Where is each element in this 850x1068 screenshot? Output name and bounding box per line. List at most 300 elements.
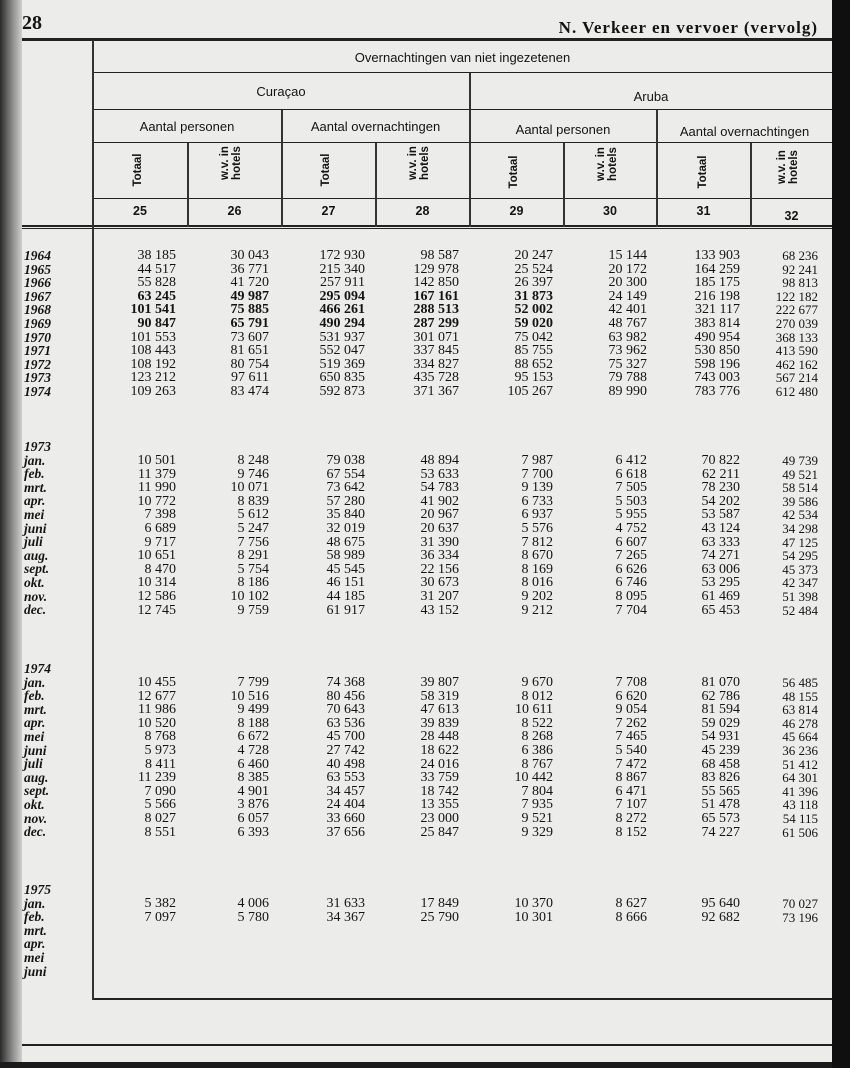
table-cell: 55 565 — [701, 783, 740, 799]
table-cell: 10 370 — [514, 896, 553, 911]
table-cell: 490 294 — [319, 315, 365, 331]
table-cell: 7 704 — [615, 602, 647, 618]
table-cell: 48 894 — [420, 453, 459, 468]
rule-column-header — [93, 198, 832, 199]
table-cell: 46 278 — [782, 715, 818, 731]
table-cell: 63 006 — [701, 561, 740, 577]
column-28-values — [379, 454, 459, 617]
column-32-values — [738, 897, 818, 979]
col32-header-line2: hotels — [788, 150, 800, 184]
table-cell — [473, 965, 553, 979]
table-cell: 39 839 — [420, 715, 459, 731]
table-cell: 7 812 — [521, 534, 553, 550]
table-cell: 164 259 — [694, 261, 740, 277]
table-cell: 56 485 — [782, 675, 818, 690]
table-cell: 337 845 — [413, 343, 459, 359]
table-cell: 38 185 — [137, 248, 176, 263]
table-cell: 42 401 — [608, 302, 647, 318]
row-label: apr. — [24, 715, 46, 731]
running-head: N. Verkeer en vervoer (vervolg) — [558, 18, 818, 37]
table-cell: 11 379 — [138, 466, 176, 482]
table-cell: 167 161 — [413, 288, 459, 304]
table-cell: 9 670 — [521, 675, 553, 690]
col26-header-line2: hotels — [231, 146, 243, 180]
row-label: 1964 — [24, 248, 51, 263]
rule-header-bottom-2 — [22, 228, 832, 229]
table-cell: 95 640 — [701, 896, 740, 911]
table-cell: 108 443 — [130, 343, 176, 359]
table-cell: 531 937 — [319, 329, 365, 345]
row-label: dec. — [24, 602, 47, 618]
table-cell: 109 263 — [130, 383, 176, 399]
table-cell: 6 460 — [237, 756, 269, 772]
row-label: feb. — [24, 688, 45, 704]
column-26-values — [189, 676, 269, 839]
table-cell: 63 333 — [701, 534, 740, 550]
table-cell: 98 587 — [420, 248, 459, 263]
table-cell: 65 791 — [230, 315, 269, 331]
row-label: 1972 — [24, 356, 51, 372]
column-29-values — [473, 454, 553, 617]
table-cell: 8 867 — [615, 770, 647, 786]
table-cell: 10 071 — [230, 480, 269, 496]
table-cell: 5 382 — [144, 896, 176, 911]
table-cell: 54 115 — [782, 810, 818, 826]
table-cell: 61 506 — [782, 824, 818, 840]
table-cell: 8 767 — [521, 756, 553, 772]
table-cell: 8 627 — [615, 896, 647, 911]
table-cell: 45 239 — [701, 742, 740, 758]
table-cell: 7 505 — [615, 480, 647, 496]
table-cell: 10 520 — [137, 715, 176, 731]
col-number-26: 26 — [227, 204, 242, 218]
table-cell: 26 397 — [514, 275, 553, 291]
table-cell: 257 911 — [320, 275, 365, 291]
table-cell: 49 521 — [782, 466, 818, 482]
table-cell: 70 027 — [782, 896, 818, 911]
table-cell: 435 728 — [413, 370, 459, 386]
table-cell: 105 267 — [507, 383, 553, 399]
table-cell: 45 700 — [326, 729, 365, 745]
column-31-values — [660, 676, 740, 839]
table-cell: 34 298 — [782, 520, 818, 536]
table-cell: 51 412 — [782, 756, 818, 772]
table-cell — [660, 951, 740, 965]
row-label: dec. — [24, 824, 47, 840]
table-cell: 123 212 — [130, 370, 176, 386]
row-label: 1966 — [24, 275, 51, 291]
table-cell: 8 666 — [615, 909, 647, 925]
column-30-values — [567, 676, 647, 839]
table-cell: 81 070 — [701, 675, 740, 690]
col-number-25: 25 — [133, 204, 147, 218]
table-cell: 9 329 — [521, 824, 553, 840]
table-cell: 6 620 — [615, 688, 647, 704]
table-cell: 7 987 — [521, 453, 553, 468]
table-cell: 8 095 — [615, 588, 647, 604]
row-label: jan. — [24, 895, 46, 911]
table-cell: 552 047 — [319, 343, 365, 359]
table-cell — [660, 924, 740, 938]
table-cell: 7 265 — [615, 548, 647, 564]
column-31-values — [660, 897, 740, 979]
table-cell: 598 196 — [694, 356, 740, 372]
table-cell: 12 745 — [137, 602, 176, 618]
table-cell: 108 192 — [130, 356, 176, 372]
table-cell: 288 513 — [413, 302, 459, 318]
table-cell: 36 334 — [420, 548, 459, 564]
section-heading: 1974 — [24, 661, 51, 676]
col30-header-line2: hotels — [607, 147, 619, 181]
column-25-values — [96, 676, 176, 839]
table-cell: 7 804 — [521, 783, 553, 799]
table-cell — [567, 938, 647, 952]
table-cell: 65 573 — [701, 810, 740, 826]
col28-header-line2: hotels — [419, 146, 431, 180]
table-cell — [567, 924, 647, 938]
table-cell: 36 771 — [230, 261, 269, 277]
table-cell: 650 835 — [319, 370, 365, 386]
page-edge-shadow — [832, 0, 850, 1068]
col-number-29: 29 — [509, 204, 524, 218]
table-cell: 41 396 — [782, 783, 818, 799]
row-label: 1974 — [24, 383, 51, 399]
row-label: 1967 — [24, 288, 51, 304]
table-cell: 58 319 — [420, 688, 459, 704]
table-cell: 39 807 — [420, 675, 459, 690]
column-28-values — [379, 249, 459, 399]
table-cell: 5 576 — [521, 520, 553, 536]
table-cell: 43 124 — [701, 520, 740, 536]
table-cell: 70 643 — [326, 702, 365, 718]
table-cell: 34 367 — [326, 909, 365, 925]
table-cell: 25 790 — [420, 909, 459, 925]
table-cell — [567, 951, 647, 965]
table-cell: 10 501 — [137, 453, 176, 468]
table-cell: 51 478 — [701, 797, 740, 813]
row-label: 1969 — [24, 315, 51, 331]
table-cell: 30 043 — [230, 248, 269, 263]
table-cell — [189, 951, 269, 965]
row-label: sept. — [24, 561, 50, 577]
table-cell: 89 990 — [608, 383, 647, 399]
table-cell: 28 448 — [420, 729, 459, 745]
table-cell: 215 340 — [319, 261, 365, 277]
table-cell: 10 651 — [137, 548, 176, 564]
row-label: sept. — [24, 783, 50, 799]
table-cell: 45 545 — [326, 561, 365, 577]
table-cell: 20 172 — [608, 261, 647, 277]
table-cell: 31 207 — [420, 588, 459, 604]
table-cell: 35 840 — [326, 507, 365, 523]
table-cell: 85 755 — [514, 343, 553, 359]
row-label: 1970 — [24, 329, 51, 345]
table-cell: 74 271 — [701, 548, 740, 564]
col31-header: Totaal — [697, 155, 709, 189]
stub-labels-years — [24, 249, 84, 399]
table-cell: 11 990 — [138, 480, 176, 496]
table-cell: 63 536 — [326, 715, 365, 731]
table-cell: 22 156 — [420, 561, 459, 577]
table-cell: 13 355 — [420, 797, 459, 813]
table-cell: 64 301 — [782, 770, 818, 786]
col26-header-line1: w.v. in — [219, 146, 231, 180]
table-cell: 7 398 — [144, 507, 176, 523]
table-cell: 81 651 — [230, 343, 269, 359]
table-cell: 67 554 — [326, 466, 365, 482]
table-cell: 73 642 — [326, 480, 365, 496]
column-30-values — [567, 249, 647, 399]
table-cell — [379, 951, 459, 965]
curacao-nights-header: Aantal overnachtingen — [310, 119, 441, 134]
table-cell: 413 590 — [775, 343, 818, 359]
table-cell: 222 677 — [775, 302, 818, 318]
table-cell — [285, 938, 365, 952]
table-cell: 8 670 — [521, 548, 553, 564]
table-cell: 9 202 — [521, 588, 553, 604]
table-cell: 530 850 — [694, 343, 740, 359]
table-cell — [379, 924, 459, 938]
rule-main-header — [93, 72, 832, 73]
row-label: mrt. — [24, 479, 47, 495]
table-cell: 743 003 — [694, 370, 740, 386]
table-cell: 612 480 — [775, 383, 818, 399]
col-number-27: 27 — [321, 204, 336, 218]
row-label: feb. — [24, 909, 45, 925]
table-cell — [285, 965, 365, 979]
table-cell: 98 813 — [782, 275, 818, 291]
column-29-values — [473, 676, 553, 839]
table-cell: 6 937 — [521, 507, 553, 523]
table-cell: 8 027 — [144, 810, 176, 826]
table-cell: 8 248 — [237, 453, 269, 468]
table-cell: 41 902 — [420, 493, 459, 509]
table-cell: 62 211 — [702, 466, 740, 482]
table-cell: 462 162 — [775, 356, 818, 372]
table-cell: 7 090 — [144, 783, 176, 799]
table-cell: 5 540 — [615, 742, 647, 758]
section-heading: 1975 — [24, 882, 51, 897]
table-cell: 6 746 — [615, 575, 647, 591]
row-label: nov. — [24, 810, 48, 826]
table-cell: 92 241 — [782, 261, 818, 277]
table-cell: 8 768 — [144, 729, 176, 745]
row-label: nov. — [24, 588, 48, 604]
table-cell: 32 019 — [326, 520, 365, 536]
rule-country-header — [93, 109, 832, 110]
table-cell: 4 006 — [237, 896, 269, 911]
book-binding — [0, 0, 22, 1062]
table-cell: 8 411 — [145, 756, 176, 772]
table-cell: 9 759 — [237, 602, 269, 618]
table-cell: 49 739 — [782, 453, 818, 468]
table-cell: 63 982 — [608, 329, 647, 345]
table-cell: 101 553 — [130, 329, 176, 345]
table-cell: 8 188 — [237, 715, 269, 731]
table-cell: 57 280 — [326, 493, 365, 509]
table-cell: 53 587 — [701, 507, 740, 523]
table-cell: 172 930 — [319, 248, 365, 263]
col32-header — [776, 139, 800, 195]
column-27-values — [285, 249, 365, 399]
table-cell: 7 700 — [521, 466, 553, 482]
table-cell: 490 954 — [694, 329, 740, 345]
row-label: aug. — [24, 769, 49, 785]
table-cell: 9 054 — [615, 702, 647, 718]
row-label: mrt. — [24, 701, 47, 717]
table-cell: 6 412 — [615, 453, 647, 468]
table-cell: 53 295 — [701, 575, 740, 591]
table-cell: 80 456 — [326, 688, 365, 704]
table-cell: 6 393 — [237, 824, 269, 840]
table-cell: 61 917 — [326, 602, 365, 618]
table-cell: 90 847 — [137, 315, 176, 331]
row-label: jan. — [24, 452, 46, 468]
column-32-values — [738, 249, 818, 399]
table-cell: 54 931 — [701, 729, 740, 745]
table-cell: 10 516 — [230, 688, 269, 704]
table-cell: 783 776 — [694, 383, 740, 399]
table-cell: 567 214 — [775, 370, 818, 386]
table-cell: 25 847 — [420, 824, 459, 840]
table-cell: 10 102 — [230, 588, 269, 604]
row-label: juli — [24, 756, 43, 772]
row-label: aug. — [24, 547, 49, 563]
table-cell: 44 517 — [137, 261, 176, 277]
table-cell: 23 000 — [420, 810, 459, 826]
stub-labels-1973 — [24, 440, 84, 617]
aruba-persons-header: Aantal personen — [515, 122, 611, 137]
table-cell: 52 002 — [514, 302, 553, 318]
table-cell: 46 151 — [326, 575, 365, 591]
table-cell: 5 955 — [615, 507, 647, 523]
table-cell: 42 534 — [782, 507, 818, 523]
table-cell: 8 268 — [521, 729, 553, 745]
table-cell — [285, 951, 365, 965]
table-cell: 383 814 — [694, 315, 740, 331]
table-cell: 45 373 — [782, 561, 818, 577]
row-label: 1973 — [24, 370, 51, 386]
column-31-values — [660, 454, 740, 617]
table-cell: 52 484 — [782, 602, 818, 618]
table-cell: 73 962 — [608, 343, 647, 359]
table-cell: 7 262 — [615, 715, 647, 731]
aruba-nights-header: Aantal overnachtingen — [679, 124, 810, 139]
table-cell: 6 689 — [144, 520, 176, 536]
table-cell: 74 227 — [701, 824, 740, 840]
table-cell: 48 675 — [326, 534, 365, 550]
table-cell: 4 752 — [615, 520, 647, 536]
col-number-28: 28 — [415, 204, 430, 218]
column-25-values — [96, 249, 176, 399]
column-32-values — [738, 454, 818, 617]
table-cell: 47 613 — [420, 702, 459, 718]
stub-divider — [92, 40, 94, 1000]
table-cell: 5 247 — [237, 520, 269, 536]
table-cell: 12 586 — [137, 588, 176, 604]
column-27-values — [285, 454, 365, 617]
table-cell: 24 404 — [326, 797, 365, 813]
table-cell: 20 967 — [420, 507, 459, 523]
table-cell: 33 660 — [326, 810, 365, 826]
table-cell: 73 607 — [230, 329, 269, 345]
column-26-values — [189, 897, 269, 979]
table-cell — [96, 938, 176, 952]
table-cell: 8 385 — [237, 770, 269, 786]
table-cell: 79 038 — [326, 453, 365, 468]
table-cell: 31 633 — [326, 896, 365, 911]
table-cell: 8 012 — [521, 688, 553, 704]
column-30-values — [567, 897, 647, 979]
column-28-values — [379, 676, 459, 839]
column-27-values — [285, 676, 365, 839]
table-cell: 43 152 — [420, 602, 459, 618]
table-cell: 12 677 — [137, 688, 176, 704]
table-cell: 37 656 — [326, 824, 365, 840]
table-cell: 75 327 — [608, 356, 647, 372]
table-cell — [473, 938, 553, 952]
table-cell: 287 299 — [413, 315, 459, 331]
table-cell: 10 772 — [137, 493, 176, 509]
table-cell — [738, 951, 818, 965]
column-26-values — [189, 454, 269, 617]
table-cell: 6 057 — [237, 810, 269, 826]
table-cell: 63 245 — [137, 288, 176, 304]
table-cell — [660, 965, 740, 979]
table-cell: 24 149 — [608, 288, 647, 304]
row-label: juni — [24, 742, 47, 758]
aruba-header: Aruba — [633, 89, 669, 104]
row-label: juni — [24, 520, 47, 536]
table-cell — [738, 924, 818, 938]
table-cell: 6 733 — [521, 493, 553, 509]
column-32-values — [738, 676, 818, 839]
table-cell: 5 780 — [237, 909, 269, 925]
table-cell: 74 368 — [326, 675, 365, 690]
table-cell: 9 499 — [237, 702, 269, 718]
table-cell: 53 633 — [420, 466, 459, 482]
table-cell — [738, 938, 818, 952]
table-cell: 79 788 — [608, 370, 647, 386]
section-heading: 1973 — [24, 439, 51, 454]
table-cell: 61 469 — [701, 588, 740, 604]
table-cell: 75 885 — [230, 302, 269, 318]
table-cell: 9 746 — [237, 466, 269, 482]
table-cell — [473, 924, 553, 938]
table-cell: 8 839 — [237, 493, 269, 509]
table-cell: 18 622 — [420, 742, 459, 758]
table-cell: 9 139 — [521, 480, 553, 496]
table-cell: 33 759 — [420, 770, 459, 786]
table-cell: 10 442 — [514, 770, 553, 786]
table-cell — [473, 951, 553, 965]
table-cell: 39 586 — [782, 493, 818, 509]
table-cell: 80 754 — [230, 356, 269, 372]
row-label: mei — [24, 949, 45, 965]
table-cell: 75 042 — [514, 329, 553, 345]
table-cell: 62 786 — [701, 688, 740, 704]
table-cell: 8 186 — [237, 575, 269, 591]
table-cell: 301 071 — [413, 329, 459, 345]
table-cell: 43 118 — [782, 797, 818, 813]
table-cell: 31 873 — [514, 288, 553, 304]
table-cell: 368 133 — [775, 329, 818, 345]
table-cell: 55 828 — [137, 275, 176, 291]
table-cell: 18 742 — [420, 783, 459, 799]
column-27-values — [285, 897, 365, 979]
table-cell: 70 822 — [701, 453, 740, 468]
rule-header-bottom — [22, 225, 832, 227]
